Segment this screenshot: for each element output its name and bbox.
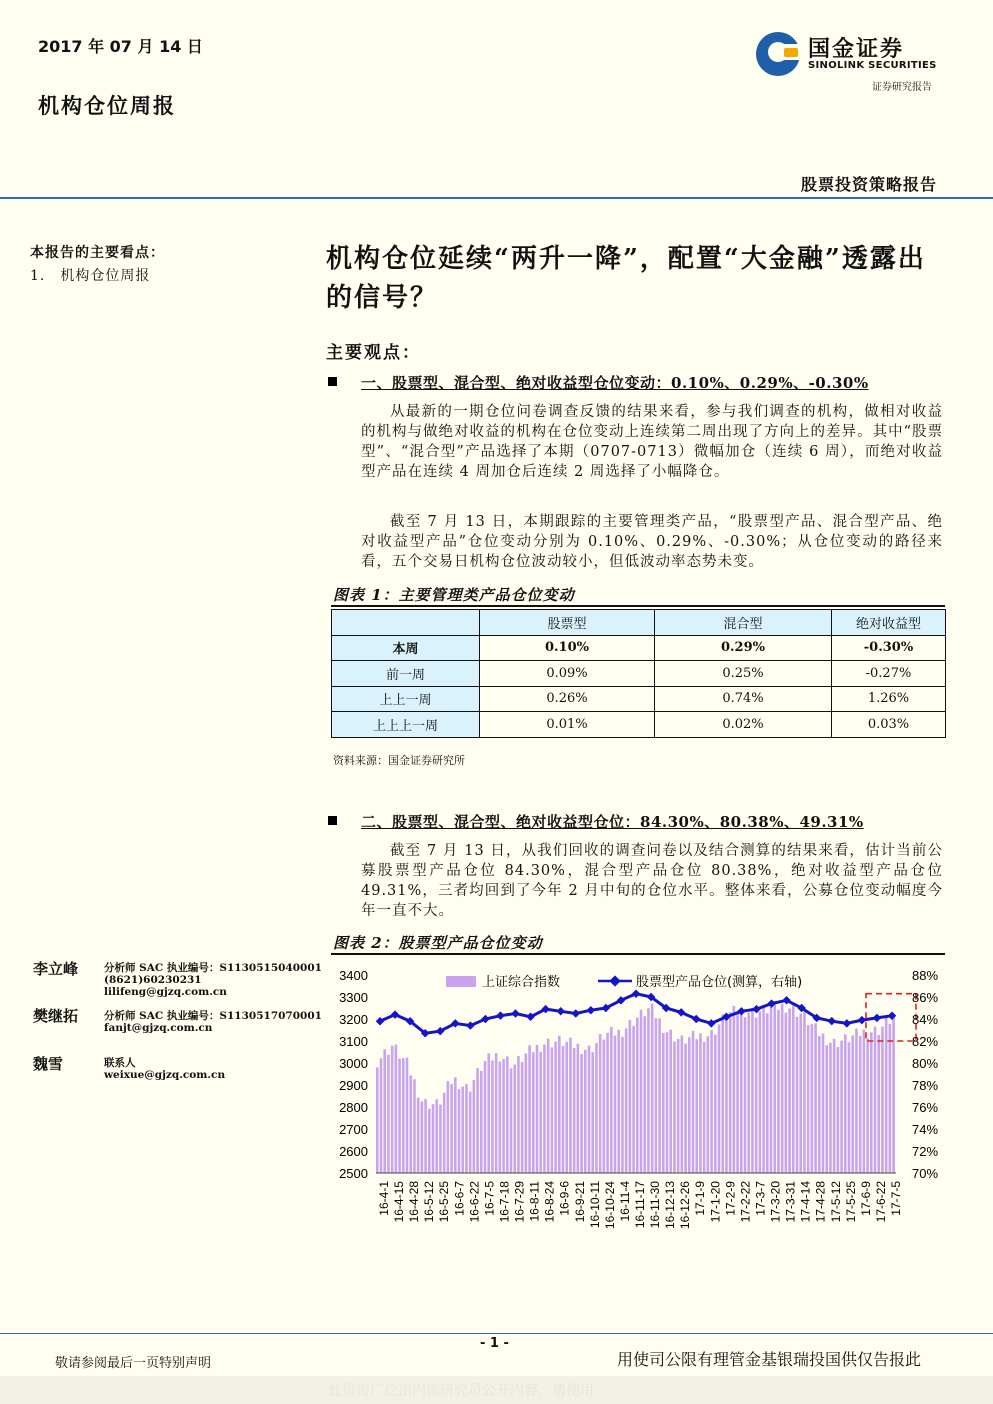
position-point [828,1017,836,1025]
index-bar [539,1052,542,1173]
index-bar [584,1050,587,1173]
index-bar [543,1045,546,1174]
index-bar [380,1058,383,1173]
index-bar [669,1030,672,1173]
figure2-title: 图表 2：股票型产品仓位变动 [333,934,543,952]
position-point [511,1009,519,1017]
index-bar [417,1098,420,1173]
x-axis-tick: 17-1-20 [708,1181,723,1223]
section1-heading: 一、股票型、混合型、绝对收益型仓位变动：0.10%、0.29%、-0.30% [361,374,869,392]
index-bar [796,1017,799,1173]
index-bar [565,1042,568,1173]
right-axis-tick: 80% [912,1056,939,1071]
table-header-cell: 绝对收益型 [832,610,946,636]
index-bar [465,1084,468,1173]
index-bar [881,1026,884,1173]
table-header-cell: 股票型 [480,610,655,636]
index-bar [718,1024,721,1173]
x-axis-tick: 16-7-18 [497,1181,512,1223]
bullet-icon [328,377,337,386]
x-axis-tick: 17-4-14 [798,1180,813,1223]
section2-paragraph: 截至 7 月 13 日，从我们回收的调查问卷以及结合测算的结果来看，估计当前公募股票型产品仓位 84.30%，混合型产品仓位 80.38%，绝对收益型产品仓位 49.31%，三者均回到了今年 2 月中旬的仓位水平。整体来看，公募仓位变动幅度今年一直不大。 [361,843,943,919]
left-axis-tick: 2600 [339,1144,368,1159]
index-bar [803,1012,806,1173]
section1-paragraph: 截至 7 月 13 日，本期跟踪的主要管理类产品，“股票型产品、混合型产品、绝对收益型产品”仓位变动分别为 0.10%、0.29%、-0.30%；从仓位变动的路径来看，五个交易日机构仓位波动较小，但低波动率态势未变。 [361,514,943,570]
index-bar [643,1016,646,1173]
footer-watermark: 用使司公限有理管金基银瑞投国供仅告报此 [617,1350,922,1369]
index-bar [725,1019,728,1173]
legend-marker-position [609,975,620,986]
left-axis-tick: 2800 [339,1100,368,1115]
right-axis-tick: 72% [912,1144,939,1159]
right-axis-tick: 78% [912,1078,939,1093]
index-bar [658,1018,661,1173]
right-axis-tick: 70% [912,1166,939,1181]
index-bar [387,1055,390,1173]
table-header-cell: 混合型 [655,610,832,636]
index-bar [792,1005,795,1173]
index-bar [395,1045,398,1173]
index-bar [521,1062,524,1173]
index-bar [409,1075,412,1173]
index-bar [640,1010,643,1173]
index-bar [487,1053,490,1173]
index-bar [599,1034,602,1173]
index-bar [391,1046,394,1173]
index-bar [398,1059,401,1173]
index-bar [851,1035,854,1173]
index-bar [662,1033,665,1173]
index-bar [413,1079,416,1173]
index-bar [699,1033,702,1173]
index-bar [833,1039,836,1173]
x-axis-tick: 16-7-5 [482,1180,497,1216]
index-bar [759,1012,762,1173]
position-point [873,1014,881,1022]
index-bar [406,1058,409,1173]
index-bar [710,1030,713,1173]
index-bar [777,1010,780,1173]
sidebar-item: 1. 机构仓位周报 [30,268,151,284]
index-bar [681,1035,684,1173]
index-bar [454,1077,457,1173]
right-axis-tick: 86% [912,990,939,1005]
index-bar [788,1008,791,1173]
index-bar [636,1018,639,1173]
bottom-watermark: 此报告广泛由内部研究员公开内容，请使用 [328,1383,594,1399]
x-axis-tick: 17-1-9 [693,1180,708,1216]
position-change-table [331,609,946,738]
index-bar [614,1036,617,1173]
table-row-label: 本周 [332,635,480,661]
left-axis-tick: 3200 [339,1012,368,1027]
logo-chinese-name: 国金证券 [808,37,905,62]
index-bar [617,1030,620,1173]
index-bar [762,1005,765,1173]
index-bar [673,1042,676,1173]
table-row [332,712,946,738]
analyst-email[interactable]: fanjt@gjzq.com.cn [104,1022,213,1034]
x-axis-tick: 16-6-7 [452,1181,467,1216]
index-bar [818,1036,821,1173]
analyst-name: 樊继拓 [33,1007,79,1025]
x-axis-tick: 16-4-28 [407,1180,422,1223]
index-bar [569,1038,572,1173]
index-bar [859,1036,862,1173]
left-axis-tick: 3300 [339,990,368,1005]
logo-subtitle: 证券研究报告 [872,82,932,93]
table-row [332,686,946,712]
table-cell: 0.25% [655,661,832,687]
index-bar [502,1059,505,1173]
figure1-title: 图表 1：主要管理类产品仓位变动 [333,586,575,604]
index-bar [547,1039,550,1173]
index-bar [692,1031,695,1173]
index-bar [684,1044,687,1173]
index-bar [376,1067,379,1173]
index-bar [721,1014,724,1173]
index-bar [740,1008,743,1173]
index-bar [874,1027,877,1173]
right-axis-tick: 74% [912,1122,939,1137]
index-bar [766,1013,769,1173]
index-bar [736,1014,739,1173]
x-axis-tick: 17-6-9 [858,1181,873,1216]
index-bar [551,1047,554,1173]
x-axis-tick: 17-5-12 [828,1181,843,1223]
x-axis-tick: 16-5-12 [422,1181,437,1223]
index-bar [781,1004,784,1173]
analyst-email[interactable]: weixue@gjzq.com.cn [104,1069,226,1081]
index-bar [439,1105,442,1173]
x-axis-tick: 16-11-4 [617,1180,632,1222]
index-bar [892,1015,895,1173]
right-axis-tick: 82% [912,1034,939,1049]
index-bar [495,1053,498,1173]
index-bar [844,1034,847,1173]
x-axis-tick: 16-10-11 [587,1180,602,1229]
index-bar [532,1052,535,1173]
index-bar [751,1008,754,1173]
index-bar [848,1042,851,1173]
table-cell: -0.27% [832,661,946,687]
x-axis-tick: 16-9-6 [557,1180,572,1216]
x-axis-tick: 17-4-28 [813,1180,828,1223]
index-bar [513,1065,516,1173]
x-axis-tick: 17-2-9 [723,1181,738,1216]
position-point [466,1021,474,1029]
sidebar-title: 本报告的主要看点： [30,245,165,261]
index-bar [625,1028,628,1173]
analyst-info: 分析师 SAC 执业编号：S1130517070001 fanjt@gjzq.com.cn [104,1010,322,1034]
position-point [692,1015,700,1023]
bullet-icon [328,816,337,825]
index-bar [424,1099,427,1173]
index-bar [744,1017,747,1173]
analyst-info: 联系人 weixue@gjzq.com.cn [104,1057,226,1081]
index-bar [688,1037,691,1173]
index-bar [577,1044,580,1173]
x-axis-tick: 16-7-29 [512,1180,527,1223]
index-bar [829,1043,832,1173]
x-axis-tick: 16-11-17 [633,1181,647,1229]
x-axis-tick: 16-8-11 [527,1181,542,1222]
figure1-source: 资料来源：国金证券研究所 [333,754,465,767]
index-bar [491,1061,494,1173]
index-bar [863,1029,866,1173]
index-bar [729,1012,732,1173]
legend-swatch-index [446,976,476,987]
index-bar [811,1024,814,1173]
index-bar [855,1029,858,1173]
index-bar [536,1045,539,1173]
table-header-cell [332,610,480,636]
table-cell: 0.29% [655,635,832,661]
index-bar [747,1013,750,1173]
index-bar [428,1109,431,1173]
x-axis-tick: 17-7-5 [889,1181,903,1216]
index-bar [837,1047,840,1173]
index-bar [469,1092,472,1173]
index-bar [447,1081,450,1173]
report-date: 2017 年 07 月 14 日 [38,37,203,56]
index-bar [480,1071,483,1173]
index-bar [870,1032,873,1173]
index-bar [450,1084,453,1173]
table-cell: 1.26% [832,686,946,712]
main-title: 机构仓位延续“两升一降”，配置“大金融”透露出的信号？ [326,244,926,313]
index-bar [621,1037,624,1173]
index-bar [606,1033,609,1173]
analyst-email[interactable]: lilifeng@gjzq.com.cn [104,986,227,998]
header-divider [0,197,993,199]
table-cell: 0.01% [480,712,655,738]
index-bar [814,1023,817,1173]
index-bar [755,1018,758,1173]
x-axis-tick: 17-3-20 [768,1180,783,1223]
footer-disclaimer: 敬请参阅最后一页特别声明 [55,1356,212,1371]
x-axis-tick: 17-3-7 [753,1181,768,1216]
index-bar [461,1087,464,1173]
position-point [556,1007,564,1015]
index-bar [603,1040,606,1173]
table-cell: 0.26% [480,686,655,712]
index-bar [573,1048,576,1173]
x-axis-tick: 16-10-24 [602,1181,617,1230]
section1-paragraph: 从最新的一期仓位问卷调查反馈的结果来看，参与我们调查的机构，做相对收益的机构与做绝对收益的机构在仓位变动上连续第二周出现了方向上的差异。其中“股票型”、“混合型”产品选择了本期（0707-0713）微幅加仓（连续 6 周），而绝对收益型产品在连续 4 周加仓后连续 2 周选择了小幅降仓。 [361,404,943,480]
index-bar [473,1080,476,1173]
table-row [332,661,946,687]
position-point [888,1011,896,1019]
index-bar [435,1099,438,1173]
table-cell: 0.09% [480,661,655,687]
index-bar [476,1068,479,1173]
index-bar [443,1093,446,1173]
legend-label-position: 股票型产品仓位(测算，右轴) [636,975,803,990]
x-axis-tick: 17-6-22 [873,1180,888,1223]
index-bar [877,1035,880,1173]
x-axis-tick: 16-11-30 [648,1181,663,1229]
x-axis-tick: 16-4-15 [392,1181,407,1223]
right-axis-tick: 84% [912,1012,939,1027]
left-axis-tick: 2500 [339,1166,368,1181]
left-axis-tick: 3000 [339,1056,368,1071]
index-bar [517,1056,520,1173]
table-cell: 0.74% [655,686,832,712]
index-bar [866,1038,869,1173]
position-point [587,1006,595,1014]
table-row-label: 上上一周 [332,686,480,712]
table-row-label: 上上上一周 [332,712,480,738]
x-axis-tick: 16-12-13 [663,1180,678,1230]
index-bar [629,1020,632,1173]
index-bar [525,1054,528,1173]
index-bar [677,1039,680,1173]
index-bar [558,1036,561,1173]
analyst-name: 魏雪 [33,1055,64,1073]
index-bar [785,1013,788,1173]
index-bar [655,1018,658,1173]
index-bar [591,1052,594,1173]
index-bar [562,1046,565,1173]
index-bar [528,1045,531,1173]
position-point [632,989,640,997]
x-axis-tick: 16-5-25 [437,1180,452,1223]
index-bar [773,1001,776,1173]
x-axis-tick: 16-8-24 [542,1180,557,1223]
left-axis-tick: 2700 [339,1122,368,1137]
section2-heading: 二、股票型、混合型、绝对收益型仓位：84.30%、80.38%、49.31% [361,813,864,831]
index-bar [703,1042,706,1173]
right-axis-tick: 76% [912,1100,939,1115]
position-point [707,1019,715,1027]
left-axis-tick: 3400 [339,968,368,983]
index-bar [770,1007,773,1173]
index-bar [733,1006,736,1173]
table-row-label: 前一周 [332,661,480,687]
index-bar [432,1104,435,1173]
index-bar [885,1018,888,1173]
index-bar [610,1027,613,1173]
index-bar [554,1042,557,1173]
index-bar [588,1046,591,1173]
left-axis-tick: 2900 [339,1078,368,1093]
position-chart [326,955,946,1245]
report-type-title: 机构仓位周报 [38,93,176,118]
x-axis-tick: 16-12-26 [678,1181,693,1230]
index-bar [510,1068,513,1173]
x-axis-tick: 17-3-31 [783,1181,798,1223]
index-bar [799,1014,802,1173]
index-bar [651,1004,654,1173]
logo-english-name: SINOLINK SECURITIES [808,60,937,71]
company-logo [756,30,946,92]
table-cell: 0.03% [832,712,946,738]
position-point [858,1016,866,1024]
right-axis-tick: 88% [912,968,939,983]
table-cell: -0.30% [832,635,946,661]
analyst-info: 分析师 SAC 执业编号：S1130515040001 (8621)60230231 lilifeng@gjzq.com.cn [104,962,322,998]
figure1-rule [331,605,945,607]
x-axis-tick: 16-6-22 [467,1181,482,1223]
legend-label-index: 上证综合指数 [482,975,561,990]
table-cell: 0.02% [655,712,832,738]
index-bar [714,1035,717,1173]
position-point [481,1015,489,1023]
left-axis-tick: 3100 [339,1034,368,1049]
index-bar [889,1024,892,1173]
index-bar [402,1058,405,1173]
position-point [843,1019,851,1027]
report-category: 股票投资策略报告 [800,175,937,194]
x-axis-tick: 16-9-21 [572,1181,587,1223]
index-bar [458,1089,461,1173]
index-bar [632,1026,635,1173]
position-point [572,1009,580,1017]
index-bar [822,1033,825,1173]
index-bar [840,1041,843,1173]
table-header-row [332,610,946,636]
table-row [332,635,946,661]
position-point [677,1008,685,1016]
x-axis-tick: 16-4-1 [377,1181,391,1216]
position-point [496,1011,504,1019]
index-bar [825,1045,828,1173]
index-bar [695,1039,698,1173]
position-point [376,1017,384,1025]
index-bar [383,1049,386,1173]
index-bar [707,1036,710,1173]
index-bar [807,1025,810,1173]
index-bar [647,1008,650,1173]
index-bar [666,1032,669,1173]
table-cell: 0.10% [480,635,655,661]
index-bar [421,1102,424,1174]
index-bar [484,1061,487,1173]
index-bar [506,1056,509,1173]
x-axis-tick: 17-2-22 [738,1180,753,1223]
main-points-label: 主要观点： [326,343,421,363]
analyst-name: 李立峰 [33,960,79,978]
x-axis-tick: 17-5-25 [843,1180,858,1223]
index-bar [595,1043,598,1173]
footer-divider [0,1333,993,1334]
page-number: - 1 - [480,1336,509,1351]
index-bar [580,1054,583,1173]
index-bar [499,1062,502,1173]
